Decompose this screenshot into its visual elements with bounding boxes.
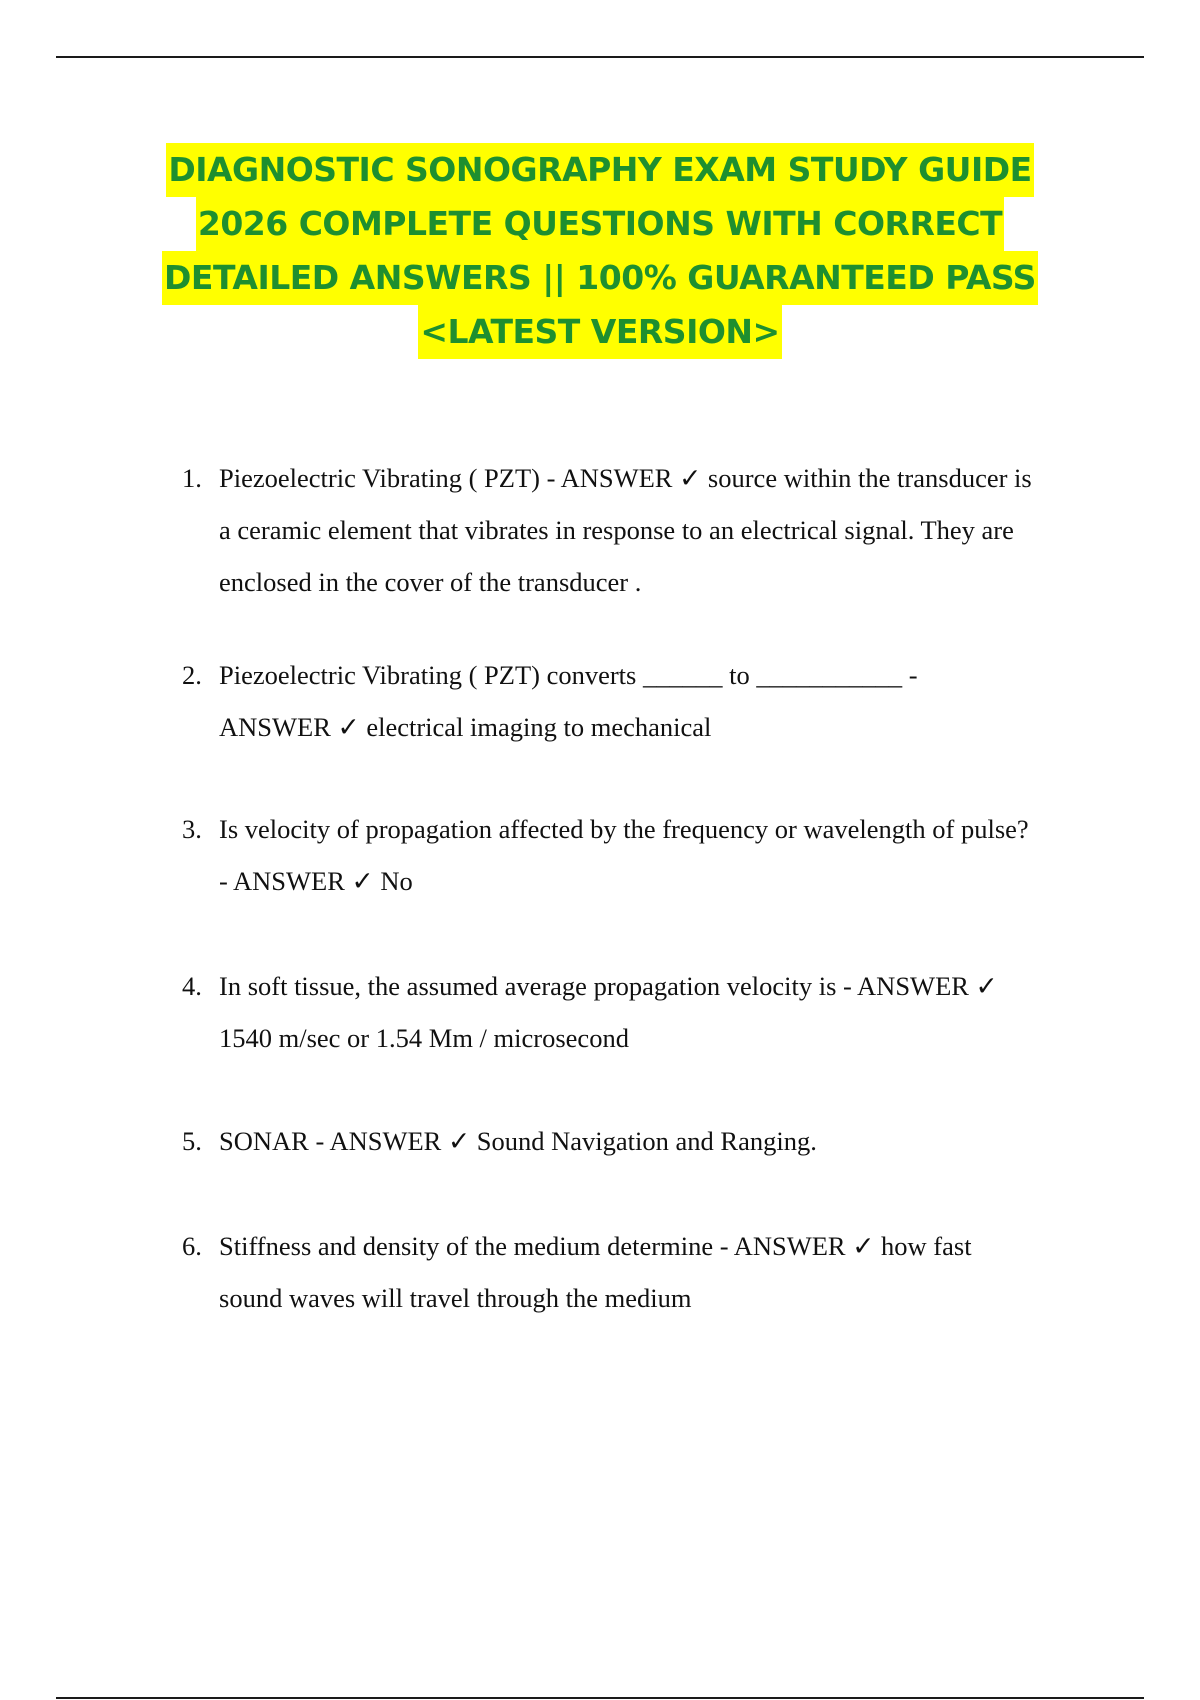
bottom-divider xyxy=(56,1697,1144,1699)
question-line: Piezoelectric Vibrating ( PZT) converts ______ to ___________ - xyxy=(219,660,918,690)
question-item-3 xyxy=(0,803,1200,960)
document-title xyxy=(0,143,1200,359)
question-number: 5. xyxy=(182,1126,202,1156)
question-number: 4. xyxy=(182,971,202,1001)
question-number: 1. xyxy=(182,463,202,493)
question-line: enclosed in the cover of the transducer . xyxy=(219,567,642,597)
question-text xyxy=(219,803,1099,907)
question-number: 3. xyxy=(182,814,202,844)
question-item-2 xyxy=(0,649,1200,803)
question-item-5 xyxy=(0,1115,1200,1220)
question-line: SONAR - ANSWER ✓ Sound Navigation and Ranging. xyxy=(219,1126,817,1156)
question-text xyxy=(219,1115,1099,1167)
question-text xyxy=(219,960,1099,1064)
question-item-6 xyxy=(0,1220,1200,1330)
question-text xyxy=(219,649,1099,753)
question-number: 2. xyxy=(182,660,202,690)
question-list xyxy=(0,452,1200,1330)
question-item-1 xyxy=(0,452,1200,649)
title-line-2: 2026 COMPLETE QUESTIONS WITH CORRECT xyxy=(196,197,1004,251)
question-number: 6. xyxy=(182,1231,202,1261)
title-line-4: <LATEST VERSION> xyxy=(418,305,781,359)
question-line: sound waves will travel through the medium xyxy=(219,1283,692,1313)
question-text xyxy=(219,1220,1099,1324)
title-line-1: DIAGNOSTIC SONOGRAPHY EXAM STUDY GUIDE xyxy=(166,143,1033,197)
question-line: Stiffness and density of the medium determine - ANSWER ✓ how fast xyxy=(219,1231,972,1261)
question-line: Is velocity of propagation affected by the frequency or wavelength of pulse? xyxy=(219,814,1029,844)
question-item-4 xyxy=(0,960,1200,1115)
question-line: In soft tissue, the assumed average propagation velocity is - ANSWER ✓ xyxy=(219,971,998,1001)
question-line: Piezoelectric Vibrating ( PZT) - ANSWER ✓ source within the transducer is xyxy=(219,463,1032,493)
question-line: a ceramic element that vibrates in response to an electrical signal. They are xyxy=(219,515,1014,545)
question-line: ANSWER ✓ electrical imaging to mechanical xyxy=(219,712,712,742)
top-divider xyxy=(56,56,1144,58)
title-line-3: DETAILED ANSWERS || 100% GUARANTEED PASS xyxy=(162,251,1038,305)
question-text xyxy=(219,452,1099,608)
question-line: - ANSWER ✓ No xyxy=(219,866,413,896)
question-line: 1540 m/sec or 1.54 Mm / microsecond xyxy=(219,1023,629,1053)
